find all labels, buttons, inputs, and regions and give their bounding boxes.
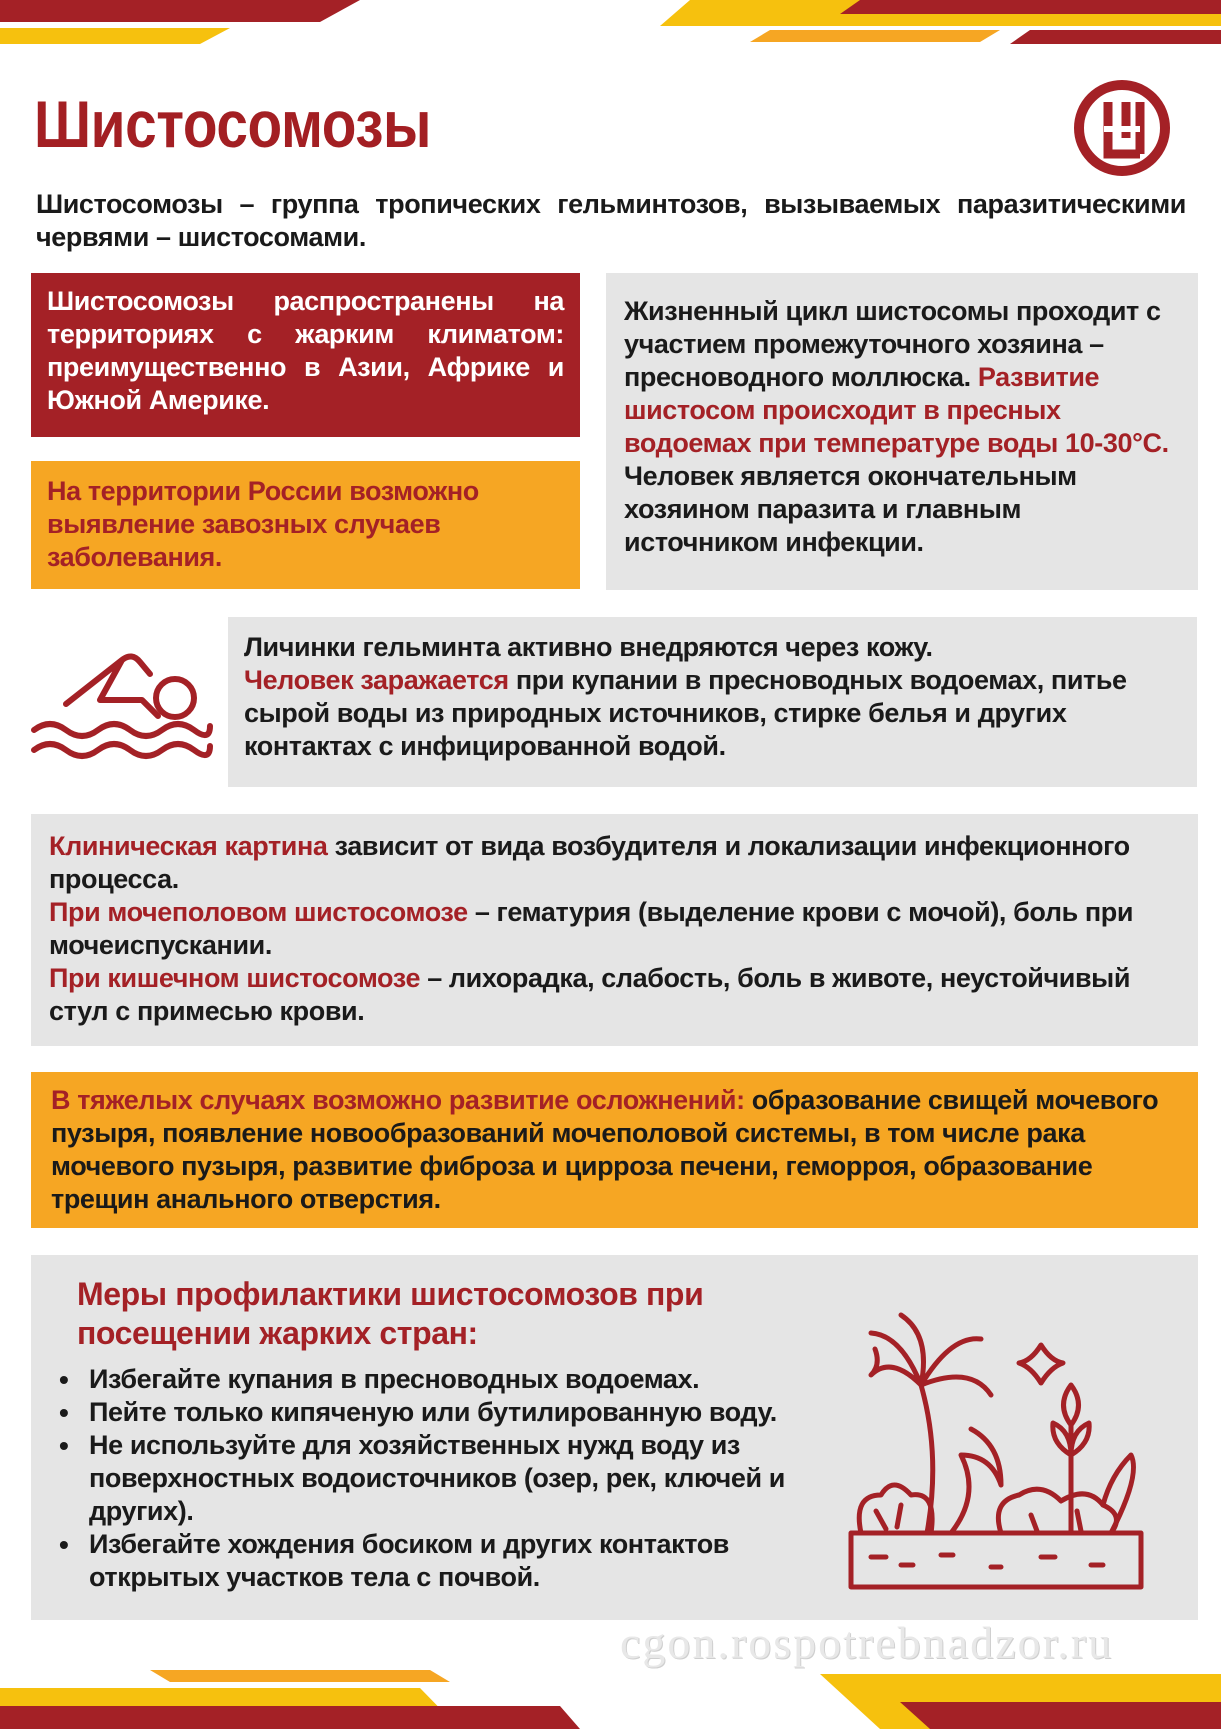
swimmer-icon xyxy=(30,634,214,760)
urogenital-heading: При мочеполовом шистосомозе xyxy=(49,897,468,927)
urogenital-text: – гематурия (выделение крови с мочой), боль при мочеиспускании. xyxy=(49,897,1134,960)
intestinal-text: – лихорадка, слабость, боль в животе, неустойчивый стул с примесью крови. xyxy=(49,963,1131,1026)
complications-highlight: В тяжелых случаях возможно развитие осложнений: xyxy=(51,1085,745,1115)
tropical-plants-icon xyxy=(841,1305,1161,1595)
clinical-heading: Клиническая картина xyxy=(49,831,328,861)
clinical-box xyxy=(31,814,1198,1046)
cgon-logo-icon xyxy=(1074,80,1170,176)
list-item: • Не используйте для хозяйственных нужд воду из поверхностных водоисточников (озер, рек, ключей и других). xyxy=(53,1429,813,1528)
prevention-list xyxy=(53,1363,813,1594)
lifecycle-highlight: Развитие шистосом происходит в пресных водоемах при температуре воды 10-30°С. xyxy=(624,362,1169,458)
intestinal-heading: При кишечном шистосомозе xyxy=(49,963,421,993)
lifecycle-text-2: Человек является окончательным хозяином паразита и главным источником инфекции. xyxy=(624,461,1077,557)
prevention-box xyxy=(31,1255,1198,1620)
clinical-text: зависит от вида возбудителя и локализации инфекционного процесса. xyxy=(49,831,1130,894)
top-decoration xyxy=(0,0,1221,70)
russia-note-text: На территории России возможно выявление завозных случаев заболевания. xyxy=(47,476,479,572)
distribution-text: Шистосомозы распространены на территориях с жарким климатом: преимущественно в Азии, Африке и Южной Америке. xyxy=(47,286,564,415)
lifecycle-text-1: Жизненный цикл шистосомы проходит с участием промежуточного хозяина – пресноводного моллюска. xyxy=(624,296,1161,392)
list-item: • Избегайте купания в пресноводных водоемах. xyxy=(53,1363,813,1396)
intro-text: Шистосомозы – группа тропических гельминтозов, вызываемых паразитическими червями – шистосомами. xyxy=(36,189,1186,252)
russia-note-box xyxy=(31,461,580,589)
infection-box xyxy=(228,617,1197,787)
list-item: • Избегайте хождения босиком и других контактов открытых участков тела с почвой. xyxy=(53,1528,813,1594)
list-item: • Пейте только кипяченую или бутилированную воду. xyxy=(53,1396,813,1429)
site-watermark: cgon.rospotrebnadzor.ru xyxy=(620,1617,1114,1668)
infection-text: при купании в пресноводных водоемах, питье сырой воды из природных источников, стирке белья и других контактах с инфицированной водой. xyxy=(244,665,1127,761)
complications-text: образование свищей мочевого пузыря, появление новообразований мочеполовой системы, в том числе рака мочевого пузыря, развитие фиброза и цирроза печени, геморроя, образование трещин анального отверстия. xyxy=(51,1085,1159,1214)
prevention-title: Меры профилактики шистосомозов при посещении жарких стран: xyxy=(77,1276,704,1351)
infection-line-1: Личинки гельминта активно внедряются через кожу. xyxy=(244,632,933,662)
lifecycle-box xyxy=(606,273,1198,590)
distribution-box xyxy=(31,273,580,437)
page-title: Шистосомозы xyxy=(34,87,432,161)
complications-box xyxy=(31,1072,1198,1228)
infection-highlight: Человек заражается xyxy=(244,665,509,695)
